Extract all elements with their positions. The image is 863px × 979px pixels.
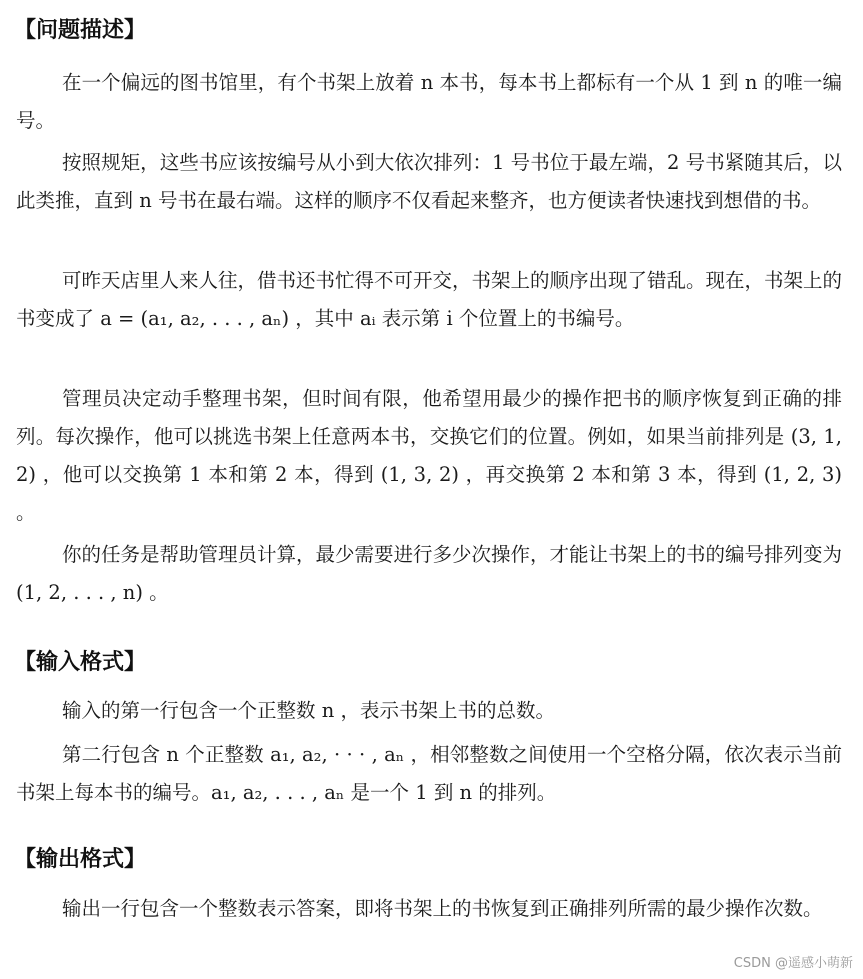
input-format-paragraph-1: 输入的第一行包含一个正整数 n ，表示书架上书的总数。 (62, 699, 555, 722)
output-format-paragraph-1: 输出一行包含一个整数表示答案，即将书架上的书恢复到正确排列所需的最少操作次数。 (62, 897, 823, 920)
output-format-heading: 【输出格式】 (14, 847, 147, 872)
description-paragraph-5: 你的任务是帮助管理员计算，最少需要进行多少次操作，才能让书架上的书的编号排列变为 (1, 2, . . . , n) 。 (16, 543, 843, 604)
csdn-watermark: CSDN @遥感小萌新 (733, 956, 853, 971)
description-heading: 【问题描述】 (14, 18, 147, 43)
input-format-heading: 【输入格式】 (14, 650, 147, 675)
description-paragraph-2: 按照规矩，这些书应该按编号从小到大依次排列：1 号书位于最左端，2 号书紧随其后，以此类推，直到 n 号书在最右端。这样的顺序不仅看起来整齐，也方便读者快速找到想借的书。 (16, 151, 842, 212)
description-paragraph-4: 管理员决定动手整理书架，但时间有限，他希望用最少的操作把书的顺序恢复到正确的排列。每次操作，他可以挑选书架上任意两本书，交换它们的位置。例如，如果当前排列是 (3, 1, 2) ，他可以交换第 1 本和第 2 本，得到 (1, 3, 2) ，再交换第 2 本和第 3 本，得到 (1, 2, 3) 。 (16, 387, 842, 524)
description-paragraph-1: 在一个偏远的图书馆里，有个书架上放着 n 本书，每本书上都标有一个从 1 到 n 的唯一编号。 (16, 71, 842, 132)
input-format-paragraph-2: 第二行包含 n 个正整数 a₁, a₂, · · · , aₙ ，相邻整数之间使用一个空格分隔，依次表示当前书架上每本书的编号。a₁, a₂, . . . , aₙ 是一个 1 到 n 的排列。 (16, 743, 842, 804)
description-paragraph-3: 可昨天店里人来人往，借书还书忙得不可开交，书架上的顺序出现了错乱。现在，书架上的书变成了 a = (a₁, a₂, . . . , aₙ) ，其中 aᵢ 表示第 i 个位置上的书编号。 (16, 269, 843, 330)
